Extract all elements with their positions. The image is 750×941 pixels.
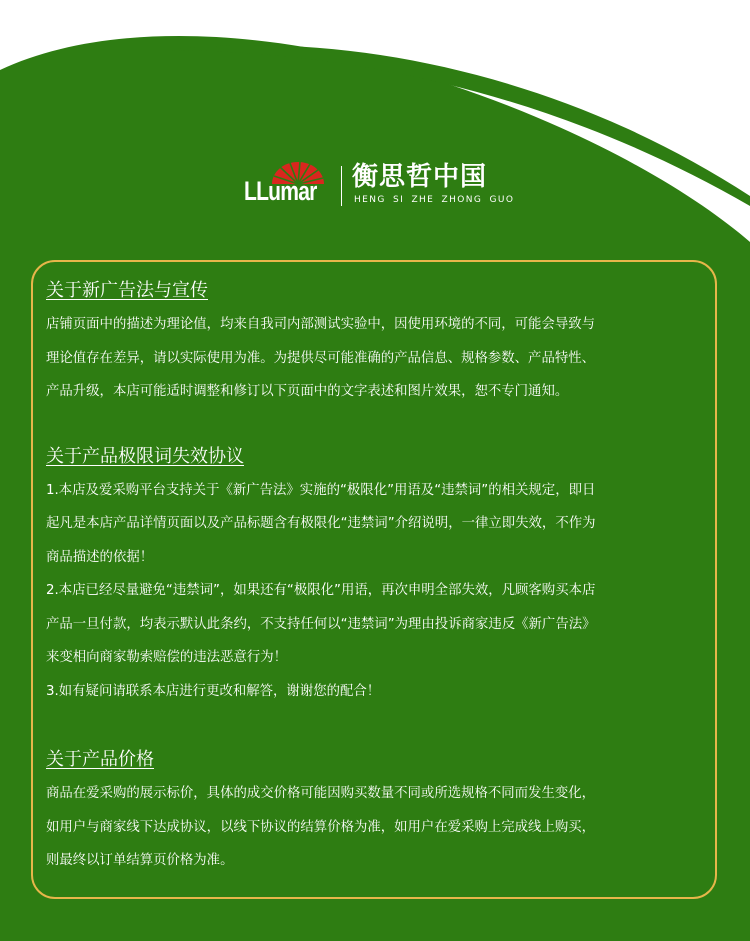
text-line: 店铺页面中的描述为理论值，均来自我司内部测试实验中，因使用环境的不同，可能会导致与	[46, 317, 596, 332]
notice-content	[46, 278, 712, 878]
logo-divider	[341, 166, 342, 206]
section-heading: 关于产品极限词失效协议	[46, 445, 244, 467]
section-pricing	[46, 747, 712, 878]
brand-name-cn: 衡思哲中国	[352, 162, 488, 192]
section-banned-words	[46, 444, 712, 709]
section-heading: 关于产品价格	[46, 749, 154, 770]
brand-logo	[244, 158, 514, 210]
section-advertising-law	[46, 278, 712, 409]
text-line: 来变相向商家勒索赔偿的违法恶意行为！	[46, 650, 288, 665]
text-line: 产品升级，本店可能适时调整和修订以下页面中的文字表述和图片效果，恕不专门通知。	[46, 384, 569, 399]
text-line: 则最终以订单结算页价格为准。	[46, 853, 234, 868]
section-heading: 关于新广告法与宣传	[46, 280, 208, 301]
brand-wordmark: LLumar	[244, 176, 317, 206]
brand-pinyin: HENG SI ZHE ZHONG GUO	[354, 195, 515, 205]
text-line: 理论值存在差异，请以实际使用为准。为提供尽可能准确的产品信息、规格参数、产品特性、	[46, 350, 596, 366]
text-line: 商品描述的依据！	[46, 549, 154, 565]
text-line: 1.本店及爱采购平台支持关于《新广告法》实施的“极限化”用语及“违禁词”的相关规定，即日	[46, 482, 596, 498]
text-line: 商品在爱采购的展示标价，具体的成交价格可能因购买数量不同或所选规格不同而发生变化，	[46, 786, 596, 801]
text-line: 2.本店已经尽量避免“违禁词”，如果还有“极限化”用语，再次申明全部失效，凡顾客购买本店	[46, 583, 596, 598]
text-line: 产品一旦付款，均表示默认此条约，不支持任何以“违禁词”为理由投诉商家违反《新广告法》	[46, 616, 596, 632]
text-line: 3.如有疑问请联系本店进行更改和解答，谢谢您的配合！	[46, 683, 381, 699]
text-line: 如用户与商家线下达成协议，以线下协议的结算价格为准，如用户在爱采购上完成线上购买，	[46, 819, 596, 835]
text-line: 起凡是本店产品详情页面以及产品标题含有极限化“违禁词”介绍说明，一律立即失效，不作为	[46, 516, 596, 531]
